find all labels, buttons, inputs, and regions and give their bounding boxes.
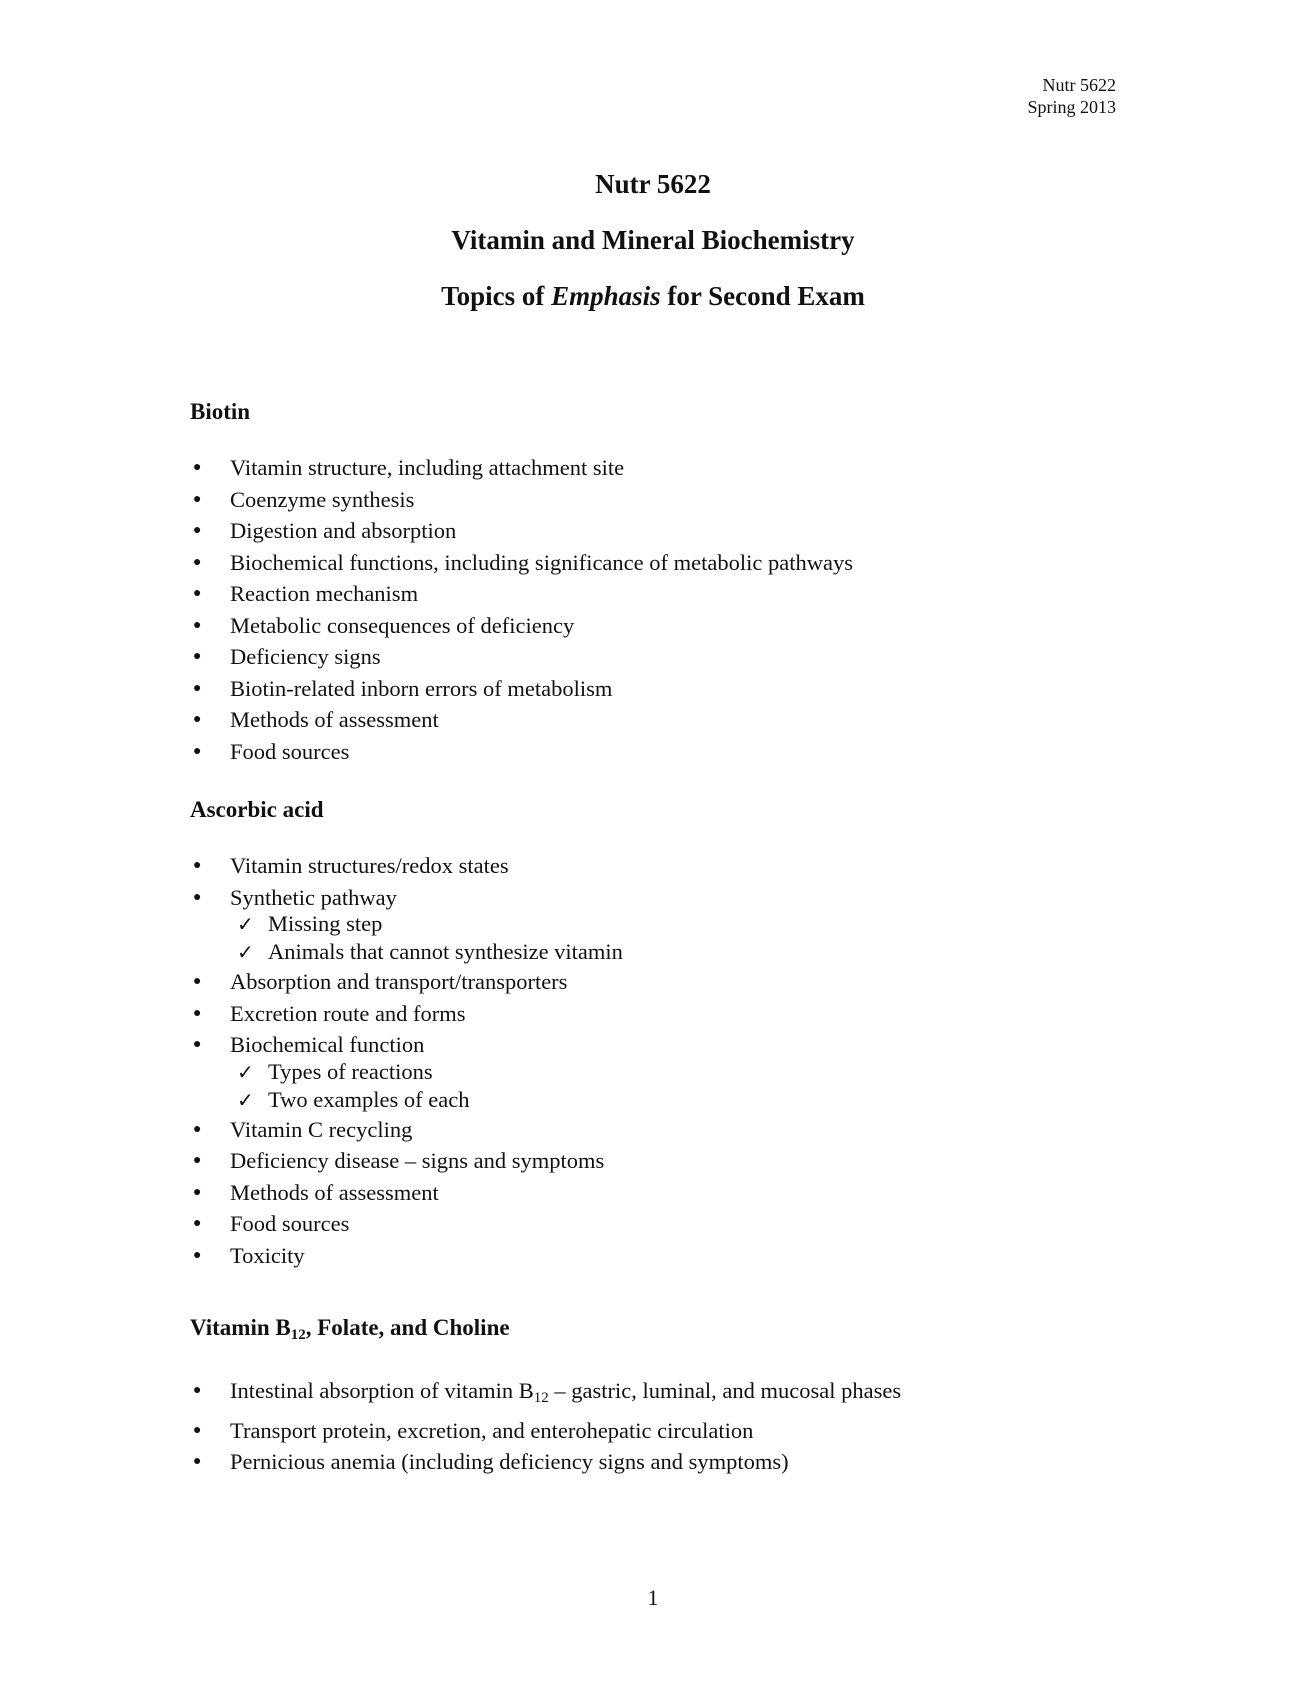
bullet-icon: ● <box>193 743 202 759</box>
list-item <box>190 966 1090 998</box>
item-text: Intestinal absorption of vitamin B <box>230 1378 534 1403</box>
bullet-icon: ● <box>193 1184 202 1200</box>
heading-subscript: 12 <box>290 1327 306 1343</box>
bullet-icon: ● <box>193 1216 202 1231</box>
list-item <box>190 882 1090 967</box>
bullet-icon: ● <box>193 680 202 696</box>
bullet-icon: ● <box>193 586 202 601</box>
item-text: Methods of assessment <box>230 1179 439 1205</box>
item-text: Excretion route and forms <box>230 1000 466 1026</box>
topic-list <box>190 850 1090 1271</box>
list-item <box>190 1177 1090 1209</box>
list-item <box>190 1208 1090 1240</box>
topic-list <box>190 1375 1090 1478</box>
bullet-icon: ● <box>193 858 202 873</box>
item-text: Digestion and absorption <box>230 518 457 543</box>
bullet-icon: ● <box>193 1037 202 1052</box>
exam-title <box>0 280 1306 312</box>
checkmark-icon: ✓ <box>237 1059 254 1084</box>
item-text: Biotin-related inborn errors of metabolism <box>230 675 613 701</box>
sub-list-item <box>230 938 1090 966</box>
course-code: Nutr 5622 <box>1042 75 1116 95</box>
list-item <box>190 515 1090 547</box>
list-item <box>190 578 1090 610</box>
list-item <box>190 704 1090 736</box>
bullet-icon: ● <box>193 1005 202 1021</box>
item-text: Toxicity <box>230 1242 305 1268</box>
item-text: Biochemical functions, including significance of metabolic pathways <box>230 549 853 575</box>
section-heading: Biotin <box>190 399 251 424</box>
term: Spring 2013 <box>1027 97 1116 117</box>
checkmark-icon: ✓ <box>237 912 254 936</box>
item-text: Biochemical function <box>230 1032 425 1057</box>
sub-list-item <box>230 1086 1090 1114</box>
exam-title-pre: Topics of <box>441 281 552 311</box>
list-item <box>190 641 1090 673</box>
sub-item-text: Missing step <box>268 911 383 936</box>
section-heading <box>190 1314 1090 1349</box>
bullet-icon: ● <box>193 1383 202 1398</box>
sub-list-item <box>230 910 1090 938</box>
list-item <box>190 484 1090 516</box>
bullet-icon: ● <box>193 649 202 664</box>
bullet-icon: ● <box>193 523 202 538</box>
list-item <box>190 452 1090 484</box>
item-text: Methods of assessment <box>230 707 439 732</box>
item-subscript: 12 <box>533 1390 549 1406</box>
sub-list <box>230 910 1090 966</box>
section-biotin <box>190 398 1090 767</box>
bullet-icon: ● <box>193 1247 202 1263</box>
item-text: Transport protein, excretion, and enterohepatic circulation <box>230 1417 754 1443</box>
list-item <box>190 1446 1090 1478</box>
section-ascorbic-acid <box>190 796 1090 1271</box>
bullet-icon: ● <box>193 889 202 905</box>
list-item <box>190 998 1090 1030</box>
list-item <box>190 547 1090 579</box>
section-heading: Ascorbic acid <box>190 797 324 822</box>
section-b12-folate-choline <box>190 1314 1090 1478</box>
heading-post: , Folate, and Choline <box>305 1315 510 1340</box>
list-item <box>190 736 1090 768</box>
item-text: Vitamin C recycling <box>230 1116 413 1142</box>
topic-list <box>190 452 1090 767</box>
item-text: Vitamin structure, including attachment site <box>230 455 625 480</box>
bullet-icon: ● <box>193 974 202 989</box>
bullet-icon: ● <box>193 1121 202 1137</box>
item-text: Pernicious anemia (including deficiency signs and symptoms) <box>230 1449 789 1474</box>
checkmark-icon: ✓ <box>237 940 254 964</box>
item-text: Synthetic pathway <box>230 884 397 910</box>
item-text-post: – gastric, luminal, and mucosal phases <box>548 1378 902 1403</box>
list-item <box>190 850 1090 882</box>
item-text: Food sources <box>230 738 350 764</box>
page-subtitle: Vitamin and Mineral Biochemistry <box>451 225 855 255</box>
item-text: Coenzyme synthesis <box>230 486 415 512</box>
sub-item-text: Types of reactions <box>268 1058 433 1084</box>
exam-title-post: for Second Exam <box>660 281 865 311</box>
list-item <box>190 1415 1090 1447</box>
list-item <box>190 673 1090 705</box>
bullet-icon: ● <box>193 554 202 570</box>
bullet-icon: ● <box>193 491 202 507</box>
sub-list-item <box>230 1058 1090 1086</box>
item-text: Vitamin structures/redox states <box>230 853 509 878</box>
item-text: Food sources <box>230 1211 350 1236</box>
sub-list <box>230 1058 1090 1114</box>
checkmark-icon: ✓ <box>237 1087 254 1112</box>
list-item <box>190 1240 1090 1272</box>
bullet-icon: ● <box>193 712 202 727</box>
list-item <box>190 1375 1090 1415</box>
list-item <box>190 1029 1090 1114</box>
list-item <box>190 1114 1090 1146</box>
item-text: Reaction mechanism <box>230 581 419 606</box>
item-text: Deficiency disease – signs and symptoms <box>230 1148 605 1173</box>
exam-title-emphasis: Emphasis <box>551 281 661 311</box>
list-item <box>190 610 1090 642</box>
bullet-icon: ● <box>193 1422 202 1438</box>
sub-item-text: Animals that cannot synthesize vitamin <box>268 939 623 964</box>
sub-item-text: Two examples of each <box>268 1086 470 1112</box>
bullet-icon: ● <box>193 1454 202 1469</box>
item-text: Deficiency signs <box>230 644 381 669</box>
list-item <box>190 1145 1090 1177</box>
bullet-icon: ● <box>193 1153 202 1168</box>
header-corner <box>1027 74 1116 118</box>
bullet-icon: ● <box>193 617 202 633</box>
page-number: 1 <box>647 1585 659 1610</box>
page-title: Nutr 5622 <box>595 169 711 199</box>
bullet-icon: ● <box>193 460 202 475</box>
item-text: Absorption and transport/transporters <box>230 969 568 994</box>
heading-pre: Vitamin B <box>190 1315 291 1340</box>
item-text: Metabolic consequences of deficiency <box>230 612 575 638</box>
